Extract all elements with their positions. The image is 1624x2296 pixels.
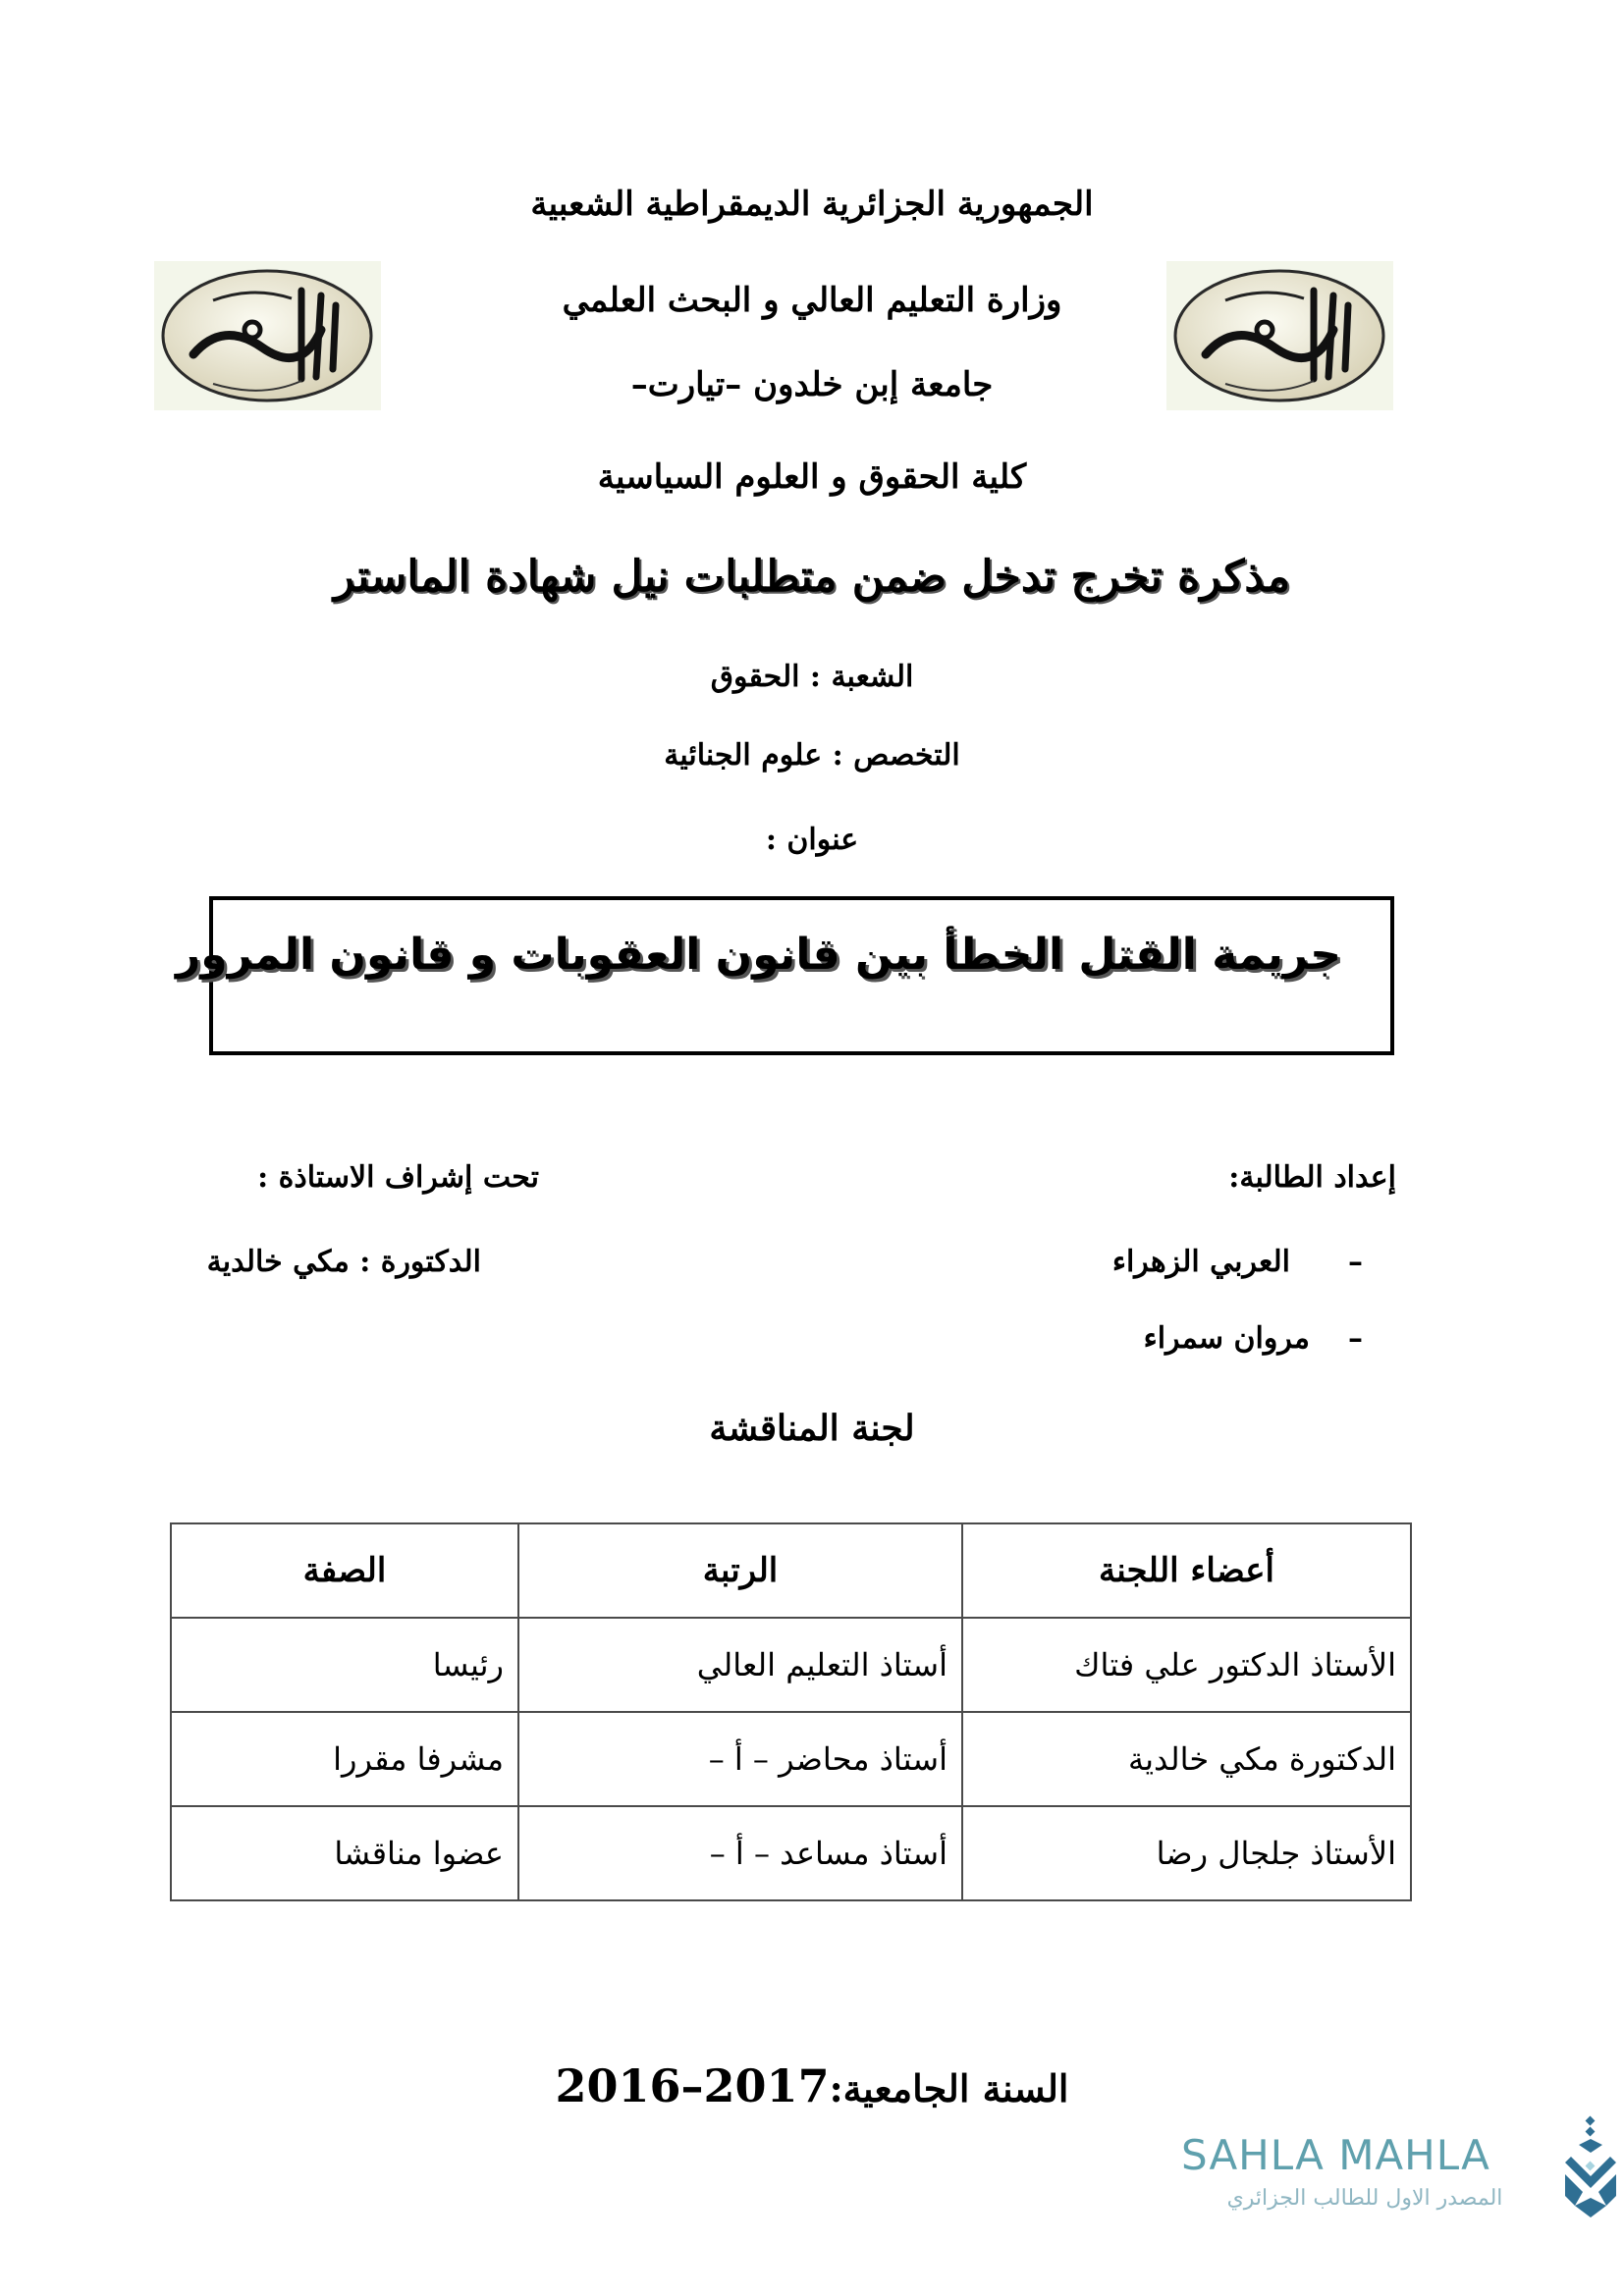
table-row <box>171 1712 1411 1806</box>
thesis-title: جريمة القتل الخطأ بين قانون العقوبات و قانون المرور <box>175 930 1341 980</box>
table-row <box>171 1618 1411 1712</box>
student-name: مروان سمراء <box>1143 1321 1310 1356</box>
member-cell: الأستاذ جلجال رضا <box>962 1806 1411 1900</box>
sahla-mahla-watermark <box>1181 2115 1620 2221</box>
faculty-line: كلية الحقوق و العلوم السياسية <box>597 457 1027 497</box>
branch-line: الشعبة : الحقوق <box>710 660 914 694</box>
degree-line: مذكرة تخرج تدخل ضمن متطلبات نيل شهادة الماستر <box>333 552 1291 602</box>
watermark-brand: SAHLA MAHLA <box>1181 2131 1490 2179</box>
student-bullet: – <box>1348 1245 1363 1279</box>
member-cell: الأستاذ الدكتور علي فتاك <box>962 1618 1411 1712</box>
university-logo-right <box>1166 261 1393 410</box>
member-cell: الدكتورة مكي خالدية <box>962 1712 1411 1806</box>
specialization-line: التخصص : علوم الجنائية <box>664 738 960 773</box>
role-cell: مشرفا مقررا <box>171 1712 518 1806</box>
committee-heading: لجنة المناقشة <box>709 1408 915 1449</box>
rank-cell: أستاذ التعليم العالي <box>518 1618 962 1712</box>
role-cell: رئيسا <box>171 1618 518 1712</box>
title-label: عنوان : <box>765 823 859 857</box>
thesis-title-box <box>175 896 1394 1055</box>
student-name: العربي الزهراء <box>1111 1245 1290 1279</box>
watermark-tagline: المصدر الاول للطالب الجزائري <box>1226 2186 1503 2211</box>
committee-table <box>170 1522 1412 1901</box>
supervisor-label: تحت إشراف الاستاذة : <box>257 1160 539 1195</box>
prepared-by-label: إعداد الطالبة: <box>1228 1160 1396 1195</box>
role-cell: عضوا مناقشا <box>171 1806 518 1900</box>
rank-cell: أستاذ محاضر – أ – <box>518 1712 962 1806</box>
column-header-rank: الرتبة <box>518 1523 962 1618</box>
column-header-role: الصفة <box>171 1523 518 1618</box>
university-line: جامعة إبن خلدون –تيارت– <box>630 365 994 404</box>
rank-cell: أستاذ مساعد – أ – <box>518 1806 962 1900</box>
academic-year <box>0 2059 1624 2112</box>
republic-line: الجمهورية الجزائرية الديمقراطية الشعبية <box>530 185 1094 224</box>
academic-year-label: السنة الجامعية: <box>829 2066 1069 2110</box>
table-header-row <box>171 1523 1411 1618</box>
sahla-mahla-logo-icon <box>1561 2115 1620 2221</box>
ibn-khaldoun-emblem-icon <box>154 261 381 410</box>
column-header-member: أعضاء اللجنة <box>962 1523 1411 1618</box>
ibn-khaldoun-emblem-icon <box>1166 261 1393 410</box>
ministry-line: وزارة التعليم العالي و البحث العلمي <box>562 281 1062 320</box>
academic-year-value: 2016–2017 <box>555 2059 830 2112</box>
student-bullet: – <box>1348 1321 1363 1356</box>
university-logo-left <box>154 261 381 410</box>
table-row <box>171 1806 1411 1900</box>
supervisor-name: الدكتورة : مكي خالدية <box>206 1245 481 1279</box>
